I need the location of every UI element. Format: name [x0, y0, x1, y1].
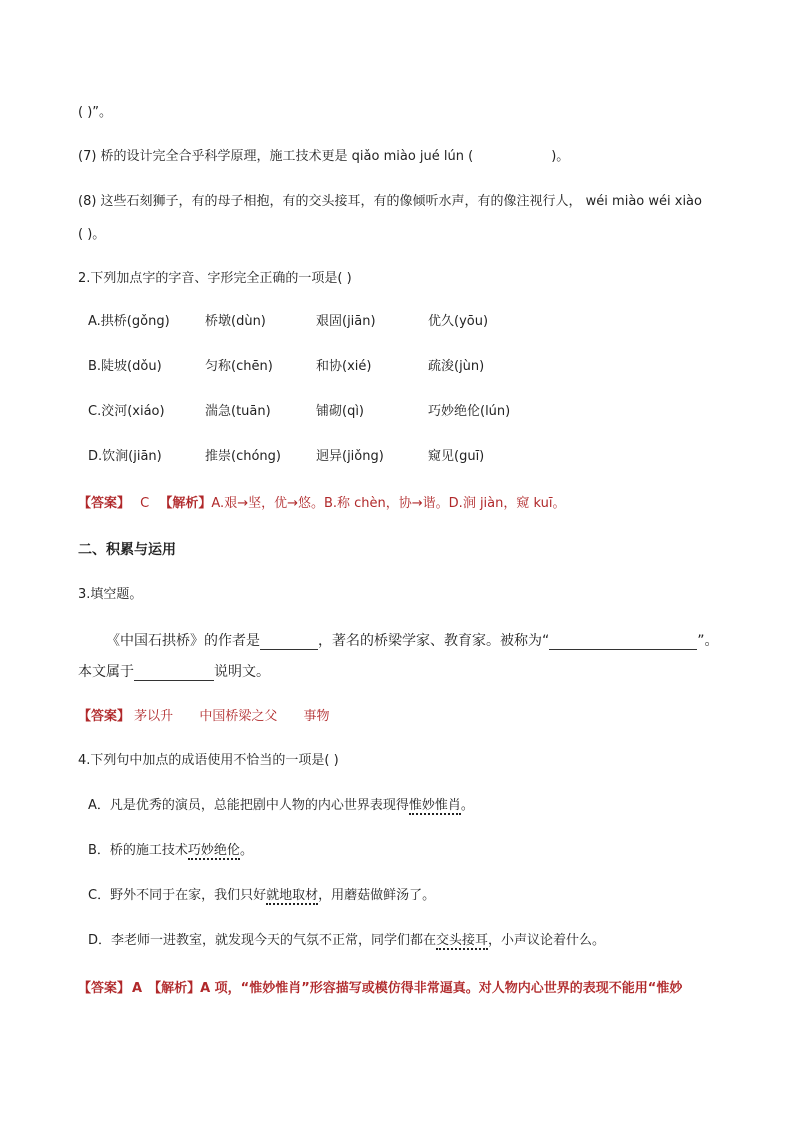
blank-title[interactable]	[549, 635, 697, 650]
section-title: 二、积累与运用	[78, 542, 176, 558]
q3-line-1: 《中国石拱桥》的作者是 ，著名的桥梁学家、教育家。被称为“ ”。	[106, 633, 719, 649]
q2-option-b-4: 疏浚(jùn)	[428, 359, 485, 374]
q1-item-8-paren: ( )。	[78, 227, 106, 242]
q2-option-b-2: 匀称(chēn)	[205, 359, 273, 374]
answer-2: 中国桥梁之父	[199, 709, 278, 724]
q2-option-c-3: 铺砌(qì)	[316, 404, 365, 419]
q3-stem: 3.填空题。	[78, 587, 143, 602]
q3-answer	[78, 708, 329, 726]
q4-answer	[78, 980, 682, 998]
q1-item-7: (7) 桥的设计完全合乎科学原理，施工技术更是 qiǎo miào jué lún ( )。	[78, 149, 570, 164]
q2-answer	[78, 495, 566, 513]
q4-option-a: A．凡是优秀的演员，总能把剧中人物的内心世界表现得惟妙惟肖。	[88, 798, 474, 813]
answer-value: C	[140, 496, 150, 511]
q3-line-2: 本文属于 说明文。	[78, 664, 270, 680]
q2-option-c-1: C.洨河(xiáo)	[88, 404, 165, 419]
q1-prev-paren: ( )”。	[78, 105, 113, 120]
analysis-text: A 项，“惟妙惟肖”形容描写或模仿得非常逼真。对人物内心世界的表现不能用“惟妙	[200, 981, 683, 996]
q4-option-b: B．桥的施工技术巧妙绝伦。	[88, 843, 253, 858]
q2-option-a-4: 优久(yōu)	[428, 314, 489, 329]
q2-option-d-2: 推崇(chóng)	[205, 449, 281, 464]
q2-option-d-3: 迥异(jiǒng)	[316, 449, 384, 464]
analysis-tag: 【解析】	[159, 496, 212, 511]
q4-stem: 4.下列句中加点的成语使用不恰当的一项是( )	[78, 753, 339, 768]
q2-option-c-2: 湍急(tuān)	[205, 404, 271, 419]
answer-tag: 【答案】	[78, 981, 131, 996]
blank-type[interactable]	[134, 666, 214, 681]
q2-option-a-1: A.拱桥(gǒng)	[88, 314, 170, 329]
answer-value: A	[132, 981, 143, 996]
q2-option-a-2: 桥墩(dùn)	[205, 314, 266, 329]
q4-option-c: C．野外不同于在家，我们只好就地取材，用蘑菇做鲜汤了。	[88, 888, 436, 903]
q2-stem: 2.下列加点字的字音、字形完全正确的一项是( )	[78, 271, 352, 286]
idiom-c: 就地取材	[266, 888, 319, 903]
q2-option-a-3: 艰固(jiān)	[316, 314, 376, 329]
q4-option-d: D．李老师一进教室，就发现今天的气氛不正常，同学们都在交头接耳，小声议论着什么。	[88, 933, 606, 948]
q2-option-b-3: 和协(xié)	[316, 359, 372, 374]
q2-option-d-1: D.饮涧(jiān)	[88, 449, 162, 464]
q2-option-c-4: 巧妙绝伦(lún)	[428, 404, 511, 419]
answer-tag: 【答案】	[78, 496, 131, 511]
answer-3: 事物	[303, 709, 330, 724]
q2-option-b-1: B.陡坡(dǒu)	[88, 359, 162, 374]
q1-item-8: (8) 这些石刻狮子，有的母子相抱，有的交头接耳，有的像倾听水声，有的像注视行人， wéi miào wéi xiào	[78, 194, 702, 209]
idiom-b: 巧妙绝伦	[187, 843, 240, 858]
q2-option-d-4: 窥见(guī)	[428, 449, 485, 464]
idiom-a: 惟妙惟肖	[408, 798, 461, 813]
answer-tag: 【答案】	[78, 709, 131, 724]
analysis-text: A.艰→坚，优→悠。B.称 chèn，协→谐。D.涧 jiàn，窥 kuī。	[211, 496, 566, 511]
idiom-d: 交头接耳	[436, 933, 489, 948]
blank-author[interactable]	[260, 635, 318, 650]
answer-1: 茅以升	[134, 709, 174, 724]
analysis-tag: 【解析】	[148, 981, 201, 996]
